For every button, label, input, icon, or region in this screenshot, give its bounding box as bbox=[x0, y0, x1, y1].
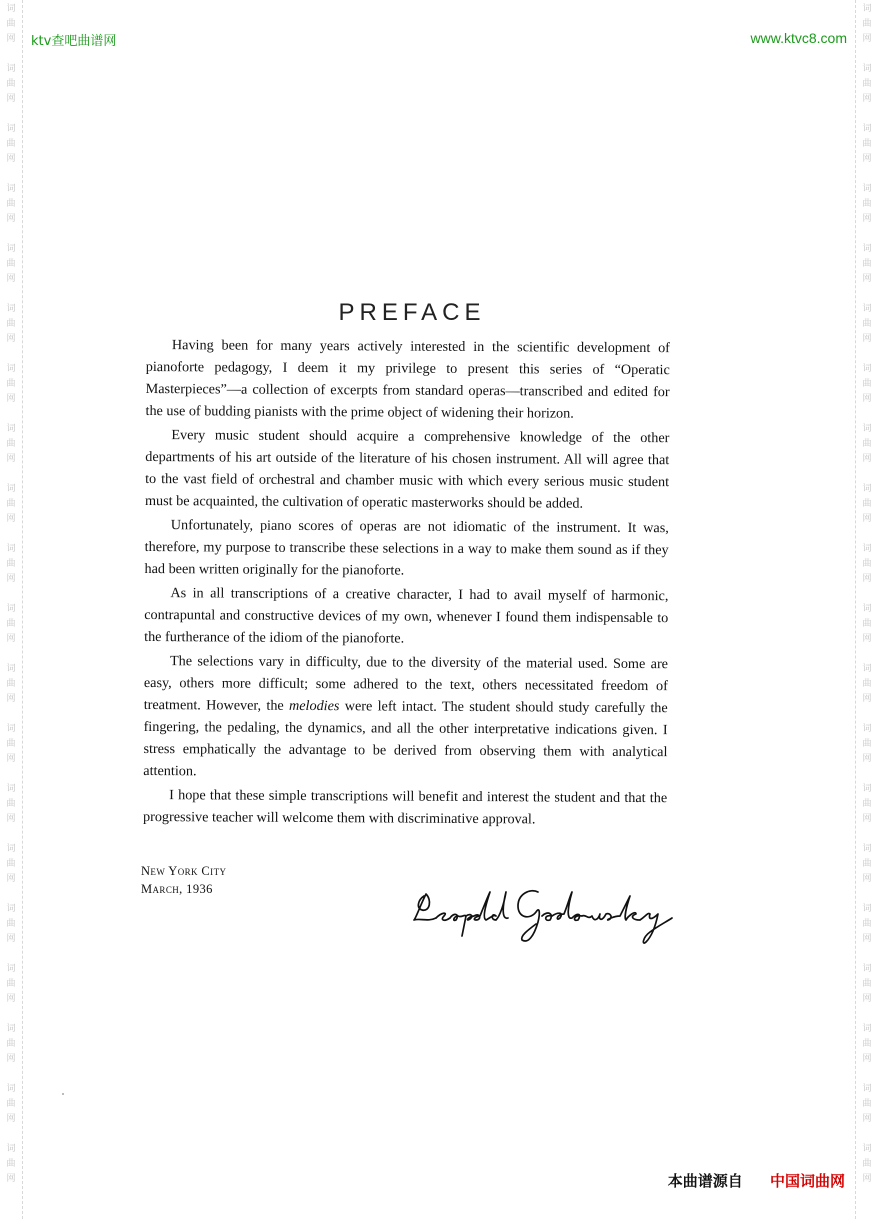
watermark-char: 曲 bbox=[6, 859, 16, 869]
paragraph-4: As in all transcriptions of a creative character, I had to avail myself of harmonic, contrapuntal and constructive devices of my own, whenever I found them indispensable to the furtherance of the idiom of the pianoforte. bbox=[144, 585, 669, 647]
paragraph-5-emphasis: melodies bbox=[288, 697, 340, 715]
watermark-char: 词 bbox=[862, 244, 872, 254]
watermark-glyphs bbox=[856, 722, 878, 767]
watermark-char: 词 bbox=[6, 424, 16, 434]
watermark-char: 词 bbox=[862, 604, 872, 614]
watermark-char: 词 bbox=[6, 184, 16, 194]
watermark-char: 网 bbox=[6, 574, 16, 584]
watermark-char: 词 bbox=[862, 544, 872, 554]
watermark-char: 曲 bbox=[862, 379, 872, 389]
watermark-char: 曲 bbox=[862, 439, 872, 449]
watermark-char: 词 bbox=[862, 124, 872, 134]
page-title: PREFACE bbox=[338, 299, 486, 327]
watermark-char: 词 bbox=[862, 184, 872, 194]
watermark-char: 网 bbox=[6, 1054, 16, 1064]
watermark-char: 曲 bbox=[862, 679, 872, 689]
watermark-char: 曲 bbox=[862, 79, 872, 89]
watermark-char: 网 bbox=[6, 874, 16, 884]
watermark-char: 网 bbox=[6, 1174, 16, 1184]
watermark-char: 词 bbox=[862, 1024, 872, 1034]
watermark-char: 词 bbox=[6, 1144, 16, 1154]
watermark-glyphs bbox=[0, 1142, 22, 1187]
watermark-char: 词 bbox=[6, 1024, 16, 1034]
watermark-char: 曲 bbox=[862, 739, 872, 749]
watermark-char: 曲 bbox=[6, 19, 16, 29]
watermark-char: 网 bbox=[6, 334, 16, 344]
watermark-glyphs bbox=[856, 482, 878, 527]
watermark-glyphs bbox=[856, 362, 878, 407]
watermark-glyphs bbox=[856, 962, 878, 1007]
watermark-char: 网 bbox=[862, 214, 872, 224]
watermark-char: 曲 bbox=[6, 979, 16, 989]
watermark-char: 曲 bbox=[6, 199, 16, 209]
watermark-glyphs bbox=[0, 62, 22, 107]
watermark-char: 词 bbox=[862, 904, 872, 914]
signature bbox=[410, 878, 678, 950]
watermark-char: 网 bbox=[6, 994, 16, 1004]
watermark-char: 网 bbox=[862, 694, 872, 704]
watermark-char: 词 bbox=[862, 304, 872, 314]
watermark-glyphs bbox=[0, 122, 22, 167]
watermark-char: 网 bbox=[862, 1114, 872, 1124]
preface-body bbox=[143, 334, 670, 833]
watermark-char: 网 bbox=[862, 874, 872, 884]
watermark-glyphs bbox=[0, 542, 22, 587]
paragraph-2: Every music student should acquire a comprehensive knowledge of the other departments of his art outside of the literature of his chosen instrument. All will agree that to the vast field of orchestral and chamber music with which every serious music student must be acquainted, the cultivation of operatic masterworks should be added. bbox=[144, 427, 670, 512]
watermark-char: 曲 bbox=[862, 139, 872, 149]
watermark-char: 网 bbox=[6, 1114, 16, 1124]
watermark-glyphs bbox=[856, 1022, 878, 1067]
watermark-char: 网 bbox=[6, 274, 16, 284]
watermark-glyphs bbox=[856, 602, 878, 647]
watermark-char: 曲 bbox=[6, 739, 16, 749]
watermark-char: 曲 bbox=[6, 259, 16, 269]
watermark-glyphs bbox=[856, 842, 878, 887]
watermark-char: 词 bbox=[862, 64, 872, 74]
paragraph-5 bbox=[143, 650, 668, 785]
watermark-char: 曲 bbox=[6, 1039, 16, 1049]
left-watermark-column bbox=[0, 0, 23, 1219]
place: New York City bbox=[141, 864, 227, 878]
paragraph-5-end: were left intact. The student should study carefully the fingering, the pedaling, the dynamics, and all the other interpretative indications given. I stress emphatically the advantage to be derived from observing them with analytical attention. bbox=[143, 698, 668, 780]
watermark-char: 曲 bbox=[6, 559, 16, 569]
watermark-glyphs bbox=[856, 182, 878, 227]
watermark-glyphs bbox=[0, 662, 22, 707]
watermark-glyphs bbox=[856, 302, 878, 347]
watermark-char: 曲 bbox=[6, 1159, 16, 1169]
watermark-char: 曲 bbox=[6, 1099, 16, 1109]
watermark-char: 网 bbox=[6, 694, 16, 704]
watermark-char: 曲 bbox=[6, 139, 16, 149]
watermark-char: 网 bbox=[862, 514, 872, 524]
watermark-char: 网 bbox=[6, 454, 16, 464]
watermark-glyphs bbox=[856, 1142, 878, 1187]
watermark-glyphs bbox=[0, 902, 22, 947]
watermark-char: 曲 bbox=[6, 799, 16, 809]
watermark-glyphs bbox=[856, 902, 878, 947]
watermark-char: 网 bbox=[6, 394, 16, 404]
watermark-char: 网 bbox=[6, 514, 16, 524]
watermark-char: 词 bbox=[6, 724, 16, 734]
paragraph-1: Having been for many years actively interested in the scientific development of pianoforte pedagogy, I deem it my privilege to present this series of “Operatic Masterpieces”—a collection of excerpts from standard operas—transcribed and edited for the use of budding pianists with the prime object of widening their horizon. bbox=[145, 337, 670, 422]
watermark-glyphs bbox=[0, 722, 22, 767]
watermark-char: 曲 bbox=[862, 919, 872, 929]
watermark-char: 词 bbox=[862, 844, 872, 854]
watermark-char: 曲 bbox=[862, 499, 872, 509]
watermark-char: 词 bbox=[6, 904, 16, 914]
site-url-right[interactable]: www.ktvc8.com bbox=[750, 30, 847, 46]
watermark-char: 网 bbox=[862, 334, 872, 344]
watermark-glyphs bbox=[856, 782, 878, 827]
paragraph-5-start: The selections vary in difficulty, due to the diversity of the material used. Some are easy, others more difficult; some adhered to the text, others necessitated freedom of treatment. However, the bbox=[143, 653, 669, 714]
watermark-char: 网 bbox=[862, 994, 872, 1004]
watermark-char: 网 bbox=[862, 1054, 872, 1064]
watermark-glyphs bbox=[856, 62, 878, 107]
watermark-glyphs bbox=[856, 242, 878, 287]
watermark-char: 网 bbox=[862, 754, 872, 764]
paragraph-3: Unfortunately, piano scores of operas are not idiomatic of the instrument. It was, therefore, my purpose to transcribe these selections in a way to make them sound as if they had been written originally for the pianoforte. bbox=[144, 517, 669, 579]
watermark-glyphs bbox=[0, 2, 22, 47]
watermark-char: 曲 bbox=[6, 499, 16, 509]
watermark-glyphs bbox=[0, 842, 22, 887]
watermark-char: 词 bbox=[6, 4, 16, 14]
watermark-char: 网 bbox=[6, 94, 16, 104]
watermark-char: 网 bbox=[6, 934, 16, 944]
watermark-glyphs bbox=[856, 122, 878, 167]
watermark-char: 词 bbox=[862, 4, 872, 14]
watermark-char: 词 bbox=[6, 304, 16, 314]
watermark-char: 网 bbox=[6, 754, 16, 764]
footer-source bbox=[668, 1170, 845, 1191]
watermark-glyphs bbox=[856, 662, 878, 707]
watermark-char: 词 bbox=[6, 124, 16, 134]
watermark-char: 曲 bbox=[862, 199, 872, 209]
watermark-glyphs bbox=[0, 1082, 22, 1127]
watermark-char: 词 bbox=[862, 724, 872, 734]
watermark-char: 曲 bbox=[862, 619, 872, 629]
watermark-char: 词 bbox=[6, 244, 16, 254]
place-date-block bbox=[141, 862, 226, 898]
watermark-char: 曲 bbox=[862, 559, 872, 569]
watermark-char: 词 bbox=[6, 604, 16, 614]
watermark-char: 词 bbox=[862, 1084, 872, 1094]
watermark-char: 曲 bbox=[862, 799, 872, 809]
watermark-char: 词 bbox=[6, 784, 16, 794]
watermark-char: 词 bbox=[862, 484, 872, 494]
watermark-glyphs bbox=[0, 242, 22, 287]
watermark-char: 曲 bbox=[862, 859, 872, 869]
watermark-glyphs bbox=[0, 482, 22, 527]
watermark-char: 词 bbox=[862, 364, 872, 374]
site-name-left[interactable]: ktv查吧曲谱网 bbox=[31, 34, 117, 49]
paragraph-6: I hope that these simple transcriptions will benefit and interest the student and that the progressive teacher will welcome them with discriminative approval. bbox=[143, 787, 668, 828]
watermark-glyphs bbox=[856, 422, 878, 467]
watermark-char: 网 bbox=[862, 34, 872, 44]
watermark-char: 网 bbox=[6, 154, 16, 164]
watermark-char: 网 bbox=[862, 454, 872, 464]
watermark-char: 词 bbox=[862, 664, 872, 674]
watermark-char: 曲 bbox=[6, 319, 16, 329]
watermark-char: 词 bbox=[6, 964, 16, 974]
watermark-char: 词 bbox=[6, 1084, 16, 1094]
watermark-char: 曲 bbox=[6, 919, 16, 929]
watermark-char: 网 bbox=[6, 634, 16, 644]
watermark-char: 曲 bbox=[6, 379, 16, 389]
watermark-glyphs bbox=[0, 962, 22, 1007]
watermark-char: 网 bbox=[862, 1174, 872, 1184]
watermark-char: 词 bbox=[6, 64, 16, 74]
watermark-char: 网 bbox=[862, 274, 872, 284]
watermark-char: 词 bbox=[862, 964, 872, 974]
watermark-char: 网 bbox=[862, 574, 872, 584]
watermark-char: 曲 bbox=[862, 319, 872, 329]
watermark-char: 词 bbox=[6, 484, 16, 494]
watermark-glyphs bbox=[0, 1022, 22, 1067]
watermark-glyphs bbox=[0, 362, 22, 407]
watermark-char: 词 bbox=[862, 1144, 872, 1154]
watermark-char: 曲 bbox=[6, 619, 16, 629]
footer-site-link[interactable]: 中国词曲网 bbox=[769, 1172, 845, 1190]
watermark-char: 曲 bbox=[862, 979, 872, 989]
watermark-char: 曲 bbox=[862, 1039, 872, 1049]
watermark-char: 网 bbox=[862, 154, 872, 164]
right-watermark-column bbox=[855, 0, 878, 1219]
watermark-char: 词 bbox=[6, 844, 16, 854]
watermark-char: 网 bbox=[6, 814, 16, 824]
watermark-char: 网 bbox=[6, 34, 16, 44]
watermark-char: 曲 bbox=[862, 1159, 872, 1169]
watermark-char: 曲 bbox=[6, 439, 16, 449]
watermark-char: 曲 bbox=[6, 679, 16, 689]
watermark-char: 网 bbox=[862, 634, 872, 644]
watermark-char: 网 bbox=[862, 934, 872, 944]
watermark-char: 词 bbox=[6, 364, 16, 374]
date: March, 1936 bbox=[141, 882, 213, 896]
watermark-char: 网 bbox=[6, 214, 16, 224]
watermark-char: 网 bbox=[862, 394, 872, 404]
footer-source-label: 本曲谱源自 bbox=[667, 1172, 743, 1190]
watermark-glyphs bbox=[856, 2, 878, 47]
watermark-glyphs bbox=[0, 602, 22, 647]
watermark-glyphs bbox=[0, 422, 22, 467]
watermark-glyphs bbox=[0, 182, 22, 227]
watermark-glyphs bbox=[856, 1082, 878, 1127]
watermark-glyphs bbox=[856, 542, 878, 587]
watermark-char: 曲 bbox=[862, 19, 872, 29]
watermark-char: 曲 bbox=[6, 79, 16, 89]
watermark-char: 词 bbox=[6, 664, 16, 674]
watermark-char: 曲 bbox=[862, 259, 872, 269]
watermark-char: 网 bbox=[862, 94, 872, 104]
watermark-char: 词 bbox=[862, 784, 872, 794]
watermark-char: 曲 bbox=[862, 1099, 872, 1109]
watermark-char: 网 bbox=[862, 814, 872, 824]
watermark-char: 词 bbox=[862, 424, 872, 434]
watermark-glyphs bbox=[0, 782, 22, 827]
watermark-char: 词 bbox=[6, 544, 16, 554]
scan-speck bbox=[62, 1093, 64, 1095]
